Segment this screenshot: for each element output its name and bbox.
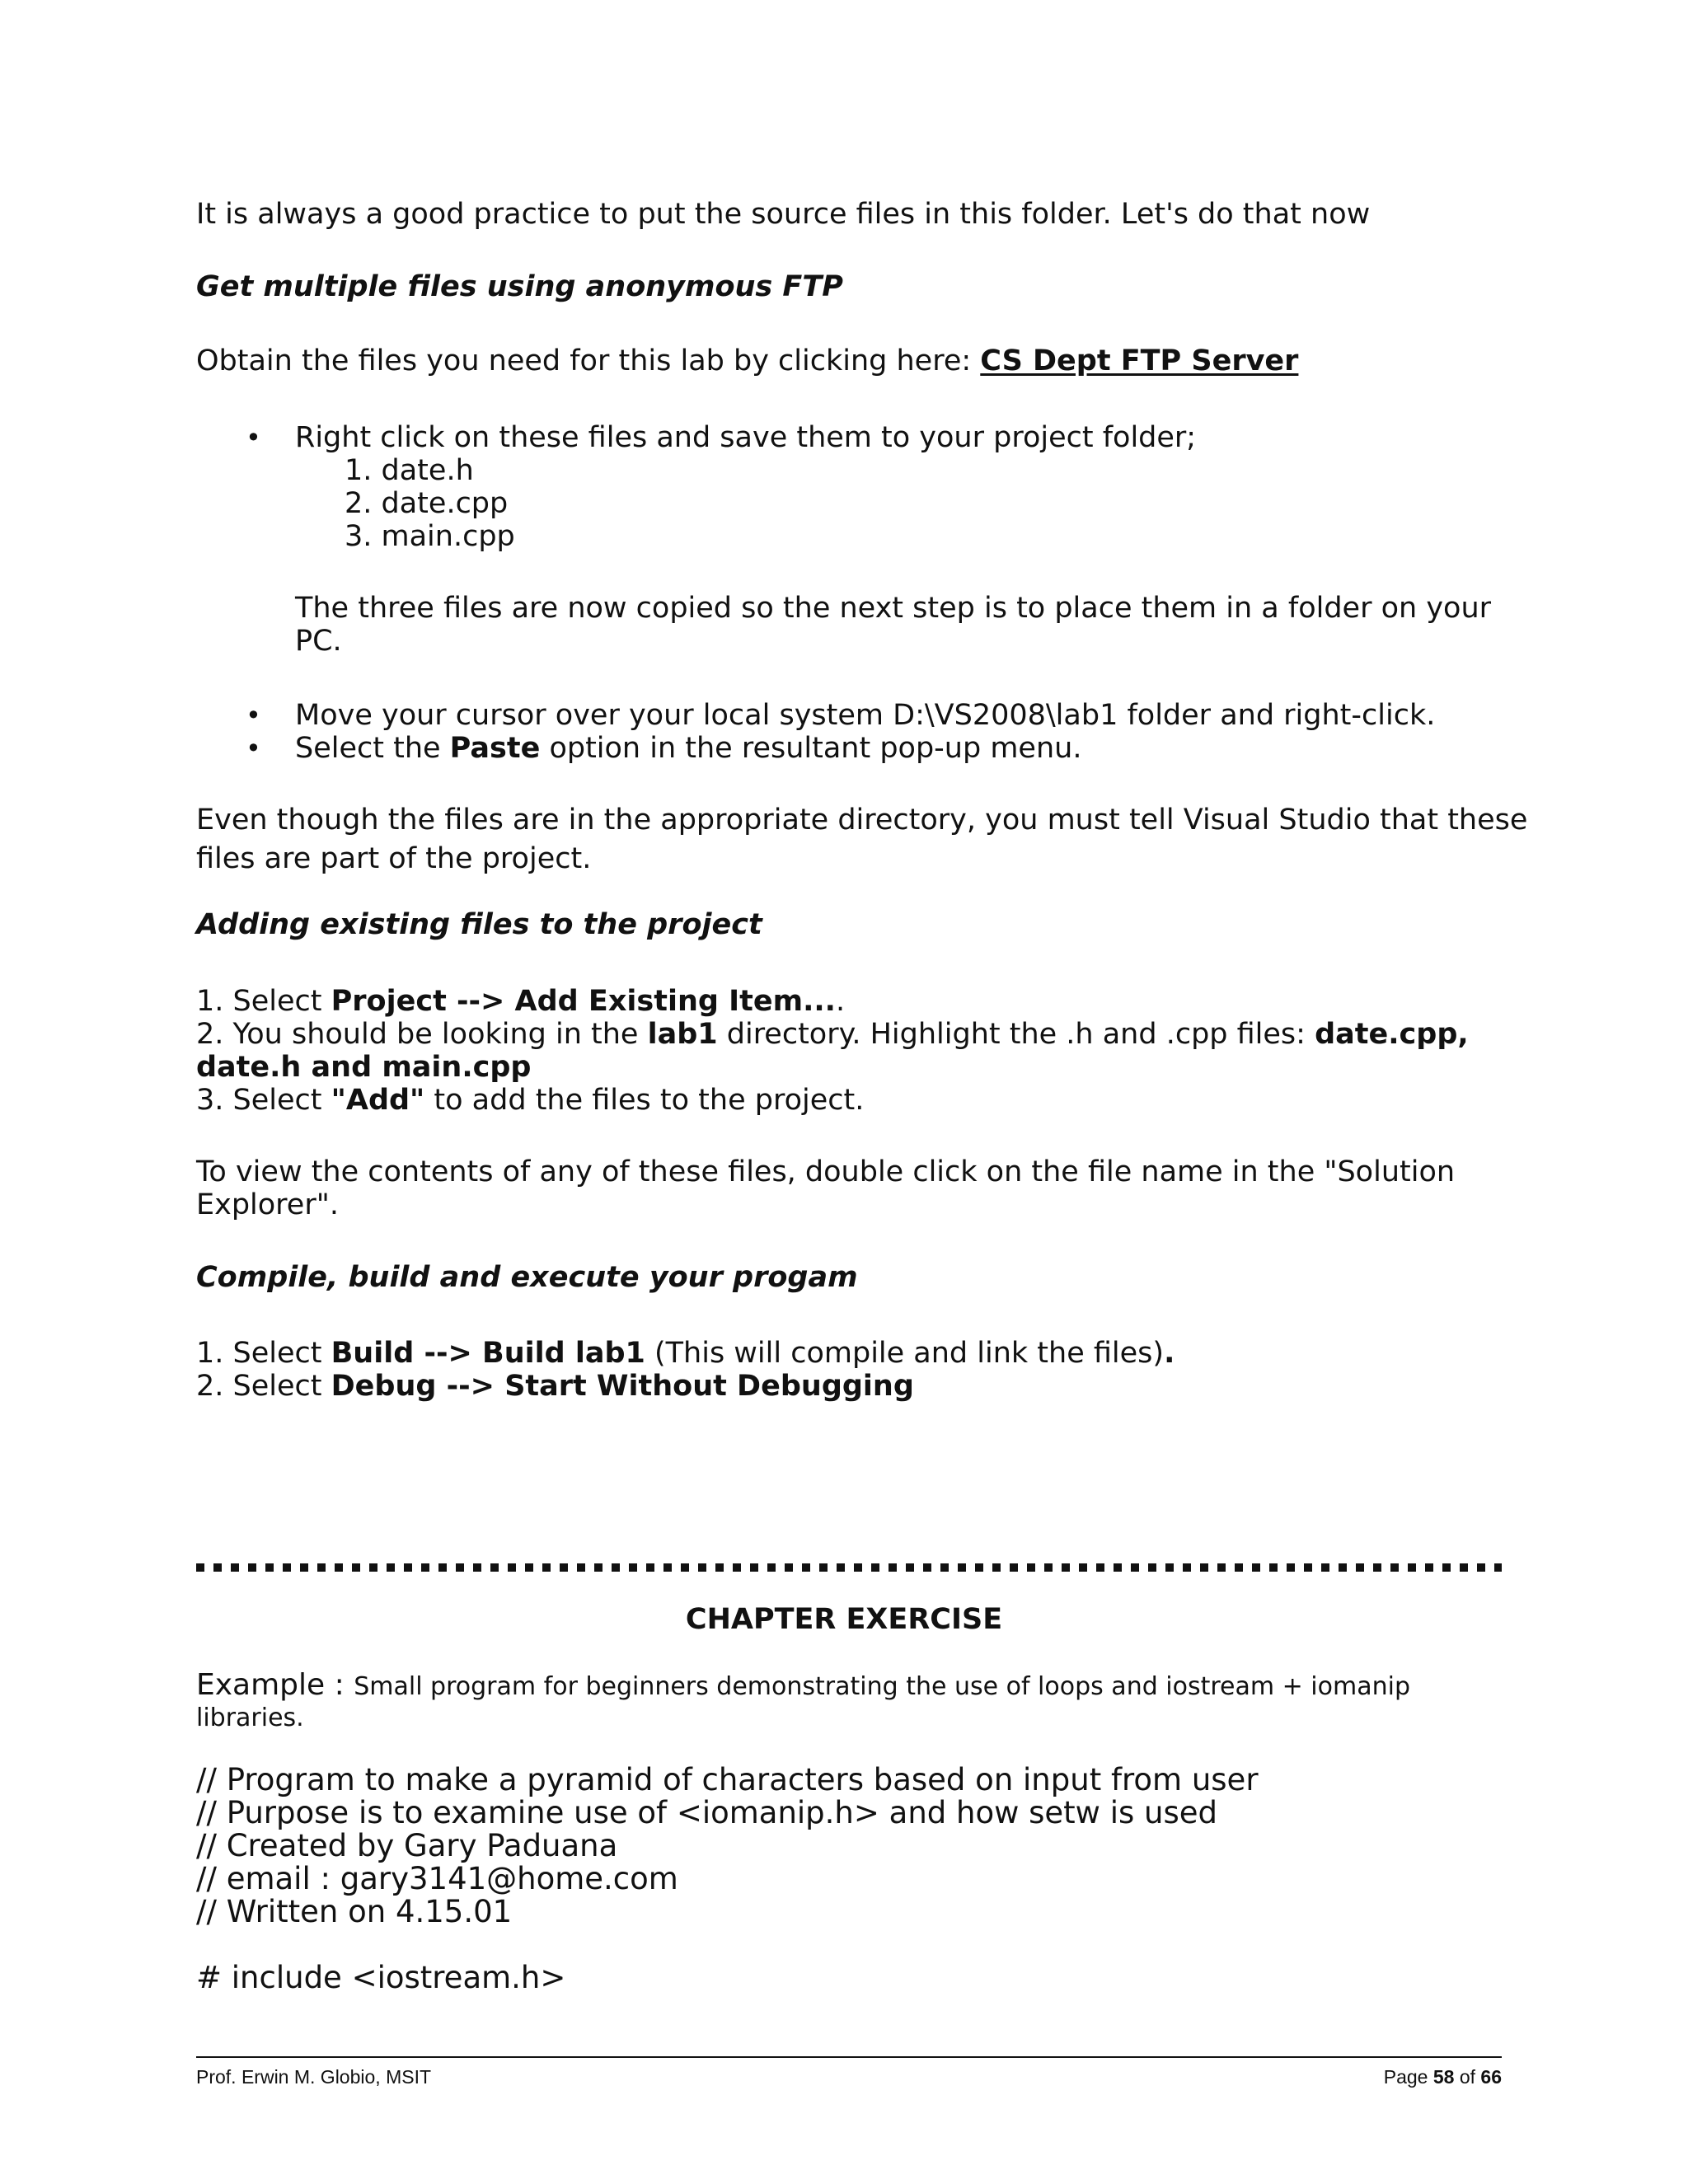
separator-dot <box>992 1563 1001 1572</box>
chapter-exercise-title: CHAPTER EXERCISE <box>685 1603 1003 1636</box>
separator-dot <box>923 1563 931 1572</box>
step-text: directory. Highlight the .h and .cpp files: <box>717 1018 1315 1051</box>
example-line-2: libraries. <box>196 1704 304 1732</box>
separator-dot <box>1304 1563 1312 1572</box>
adding-step-3 <box>196 1084 864 1117</box>
intro-paragraph: It is always a good practice to put the source files in this folder. Let's do that now <box>196 198 1371 231</box>
separator-dot <box>1079 1563 1087 1572</box>
separator-dot <box>369 1563 377 1572</box>
copied-paragraph-line1: The three files are now copied so the next step is to place them in a folder on your <box>295 592 1492 625</box>
step-text: 3. Select <box>196 1084 331 1117</box>
separator-dot <box>663 1563 672 1572</box>
menu-path: Project --> Add Existing Item... <box>331 985 836 1018</box>
separator-dot <box>1356 1563 1364 1572</box>
separator-dot <box>715 1563 724 1572</box>
page-of-label: of <box>1454 2066 1481 2088</box>
separator-dot <box>889 1563 897 1572</box>
separator-dot <box>1010 1563 1018 1572</box>
separator-dot <box>248 1563 256 1572</box>
code-line: // Program to make a pyramid of characters based on input from user <box>196 1762 1259 1797</box>
view-paragraph-line1: To view the contents of any of these files, double click on the file name in the "Solution <box>196 1155 1456 1188</box>
even-paragraph-line1: Even though the files are in the appropriate directory, you must tell Visual Studio that these <box>196 804 1528 837</box>
separator-dot <box>975 1563 983 1572</box>
menu-path: Build --> Build lab1 <box>331 1337 645 1370</box>
code-line: # include <iostream.h> <box>196 1960 566 1995</box>
step-text: . <box>1164 1337 1175 1370</box>
adding-step-1 <box>196 985 845 1018</box>
separator-dot <box>906 1563 914 1572</box>
obtain-text: Obtain the files you need for this lab by clicking here: <box>196 344 981 377</box>
step-text: to add the files to the project. <box>424 1084 865 1117</box>
separator-dot <box>577 1563 585 1572</box>
separator-dot <box>1252 1563 1260 1572</box>
section-heading-ftp: Get multiple files using anonymous FTP <box>196 270 843 303</box>
separator-dot <box>940 1563 949 1572</box>
separator-dot <box>1408 1563 1416 1572</box>
separator-dot <box>265 1563 274 1572</box>
separator-dot <box>1287 1563 1295 1572</box>
separator-dot <box>1044 1563 1053 1572</box>
separator-dot <box>1235 1563 1243 1572</box>
separator-dot <box>1062 1563 1070 1572</box>
code-line: // Purpose is to examine use of <iomanip.h> and how setw is used <box>196 1795 1217 1830</box>
separator-dot <box>438 1563 447 1572</box>
separator-dot <box>1131 1563 1139 1572</box>
separator-dot <box>542 1563 551 1572</box>
bullet-select-paste <box>295 732 1081 765</box>
section-heading-adding: Adding existing files to the project <box>196 908 762 941</box>
page-current: 58 <box>1432 2066 1455 2088</box>
page-total: 66 <box>1480 2066 1502 2088</box>
separator-dot <box>490 1563 499 1572</box>
separator-dot <box>629 1563 637 1572</box>
obtain-paragraph <box>196 344 1298 377</box>
step-text: . <box>835 985 846 1018</box>
bullet-marker: • <box>246 700 261 731</box>
separator-dot <box>1373 1563 1381 1572</box>
example-description: Small program for beginners demonstrating the use of loops and iostream + iomanip <box>354 1672 1410 1701</box>
separator-dot <box>594 1563 603 1572</box>
adding-step-2-continued: date.h and main.cpp <box>196 1051 532 1084</box>
separator-dot <box>283 1563 291 1572</box>
separator-dot <box>1425 1563 1433 1572</box>
paste-option: Paste <box>449 732 541 765</box>
separator-dot <box>1339 1563 1347 1572</box>
separator-dot <box>750 1563 758 1572</box>
separator-dot <box>785 1563 793 1572</box>
separator-dot <box>1477 1563 1485 1572</box>
footer-author: Prof. Erwin M. Globio, MSIT <box>196 2066 432 2088</box>
separator-dot <box>1183 1563 1191 1572</box>
section-heading-compile: Compile, build and execute your progam <box>196 1261 858 1294</box>
separator-dot <box>612 1563 620 1572</box>
separator-dot <box>352 1563 360 1572</box>
example-label: Example : <box>196 1668 354 1702</box>
separator-dot <box>560 1563 568 1572</box>
separator-dot <box>958 1563 966 1572</box>
code-line: // Written on 4.15.01 <box>196 1894 513 1929</box>
separator-dot <box>681 1563 689 1572</box>
separator-dot <box>1148 1563 1156 1572</box>
separator-dot <box>802 1563 810 1572</box>
separator-dot <box>1165 1563 1174 1572</box>
separator-dot <box>819 1563 828 1572</box>
code-line: // Created by Gary Paduana <box>196 1828 618 1863</box>
ftp-server-link[interactable]: CS Dept FTP Server <box>980 344 1299 377</box>
separator-dot <box>698 1563 706 1572</box>
example-line <box>196 1669 1410 1704</box>
footer-rule <box>196 2056 1502 2058</box>
separator-dot <box>1027 1563 1035 1572</box>
view-paragraph-line2: Explorer". <box>196 1188 339 1221</box>
separator-dot <box>1390 1563 1399 1572</box>
step-text: 2. You should be looking in the <box>196 1018 648 1051</box>
file-item-date-h: 1. date.h <box>345 454 474 487</box>
dotted-separator <box>196 1562 1502 1573</box>
paste-text-post: option in the resultant pop-up menu. <box>540 732 1082 765</box>
separator-dot <box>231 1563 239 1572</box>
compile-step-1 <box>196 1337 1175 1370</box>
separator-dot <box>421 1563 429 1572</box>
separator-dot <box>1442 1563 1451 1572</box>
file-names: date.cpp, <box>1315 1018 1469 1051</box>
separator-dot <box>525 1563 533 1572</box>
separator-dot <box>196 1563 204 1572</box>
step-text: (This will compile and link the files) <box>645 1337 1165 1370</box>
menu-path: Debug --> Start Without Debugging <box>331 1370 914 1403</box>
separator-dot <box>300 1563 308 1572</box>
paste-text-pre: Select the <box>295 732 450 765</box>
separator-dot <box>213 1563 222 1572</box>
page-label: Page <box>1383 2066 1433 2088</box>
separator-dot <box>508 1563 516 1572</box>
separator-dot <box>1494 1563 1502 1572</box>
separator-dot <box>473 1563 481 1572</box>
separator-dot <box>871 1563 879 1572</box>
step-text: 1. Select <box>196 1337 331 1370</box>
code-line: // email : gary3141@home.com <box>196 1861 678 1896</box>
bullet-marker: • <box>246 733 261 764</box>
separator-dot <box>854 1563 862 1572</box>
add-button-label: "Add" <box>331 1084 425 1117</box>
separator-dot <box>404 1563 412 1572</box>
bullet-marker: • <box>246 422 261 453</box>
copied-paragraph-line2: PC. <box>295 625 342 658</box>
separator-dot <box>1321 1563 1329 1572</box>
step-text: 1. Select <box>196 985 331 1018</box>
separator-dot <box>1269 1563 1278 1572</box>
compile-step-2 <box>196 1370 914 1403</box>
separator-dot <box>733 1563 741 1572</box>
separator-dot <box>1200 1563 1208 1572</box>
directory-name: lab1 <box>647 1018 718 1051</box>
separator-dot <box>1114 1563 1122 1572</box>
adding-step-2 <box>196 1018 1469 1051</box>
separator-dot <box>317 1563 326 1572</box>
footer-page-number <box>1384 2064 1502 2089</box>
separator-dot <box>1460 1563 1468 1572</box>
even-paragraph-line2: files are part of the project. <box>196 842 592 875</box>
bullet-save-files: Right click on these files and save them to your project folder; <box>295 421 1197 454</box>
file-item-main-cpp: 3. main.cpp <box>345 520 515 553</box>
separator-dot <box>387 1563 395 1572</box>
separator-dot <box>335 1563 343 1572</box>
separator-dot <box>456 1563 464 1572</box>
separator-dot <box>646 1563 654 1572</box>
bullet-move-cursor: Move your cursor over your local system D:\VS2008\lab1 folder and right-click. <box>295 699 1436 732</box>
separator-dot <box>1217 1563 1226 1572</box>
file-item-date-cpp: 2. date.cpp <box>345 487 509 520</box>
separator-dot <box>767 1563 776 1572</box>
step-text: 2. Select <box>196 1370 331 1403</box>
separator-dot <box>1096 1563 1104 1572</box>
separator-dot <box>837 1563 845 1572</box>
